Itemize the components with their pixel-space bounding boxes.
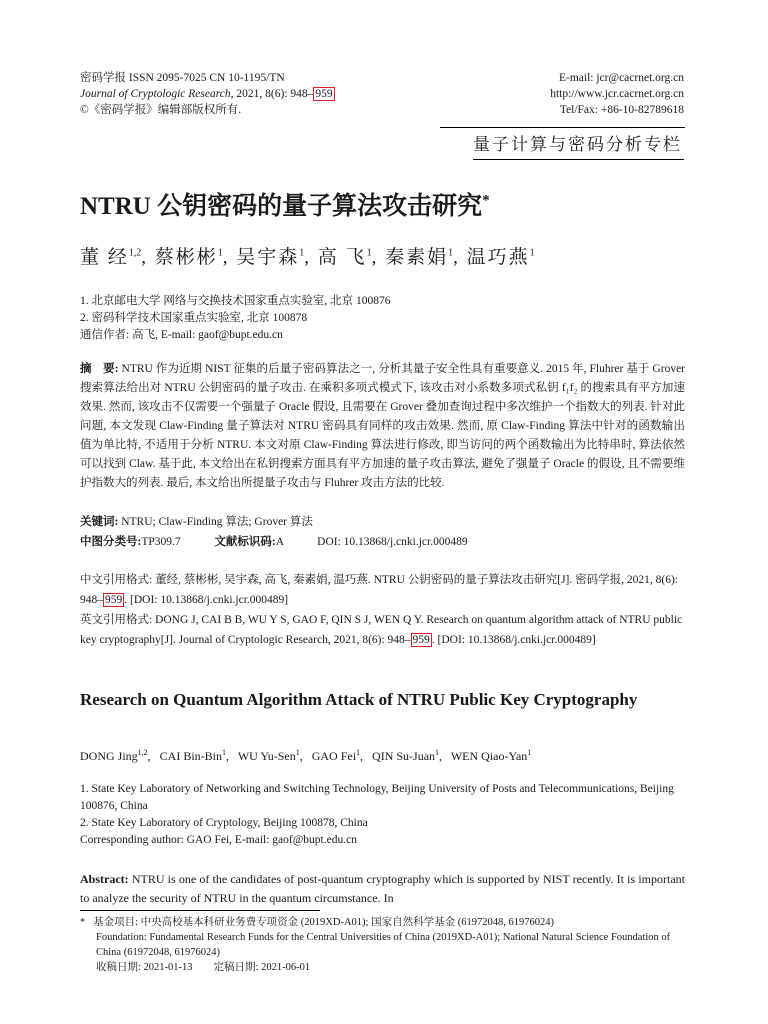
author-sup: 1 [222, 748, 227, 757]
citation-en-doi: . [DOI: 10.13868/j.cnki.jcr.000489] [431, 634, 596, 646]
abstract-text-cn: NTRU 作为近期 NIST 征集的后量子密码算法之一, 分析其量子安全性具有重要意义. 2015 年, Fluhrer 基于 Grover 搜索算法给出对 NTRU 公钥密码的量子攻击. 在乘积多项式模式下, 该攻击对小系数多项式私钥 f₁f₂ 的搜索具有平方加速效果. 然而, 该攻击不仅需要一个强量子 Oracle 假设, 且需要在 Grover 叠加查询过程中多次维护一个指数大的列表. 针对此问题, 本文发现 Claw-Finding 量子算法对 NTRU 密码具有同样的攻击效果. 然而, 原 Claw-Finding 算法中针对的函数输出值为单比特, 不适用于分析 NTRU. 本文对原 Claw-Finding 算法进行修改, 即当访问的两个函数输出为比特串时, 算法依然可以找到 Claw. 基于此, 本文给出在私钥搜索方面具有平方加速的量子攻击算法, 避免了强量子 Oracle 的假设, 且不需要维护指数大的列表. 最后, 本文给出所提量子攻击与 Fluhrer 攻击方法的比较. [80, 363, 685, 489]
author-sup: 1 [527, 748, 532, 757]
journal-header-right [550, 70, 684, 118]
author-sup: 1 [448, 247, 454, 259]
author-name: QIN Su-Juan [372, 749, 436, 763]
author-sup: 1 [299, 247, 305, 259]
funding-cn-line [80, 915, 690, 930]
author-sup: 1 [356, 748, 361, 757]
affiliation-line: 2. 密码科学技术国家重点实验室, 北京 100878 [80, 312, 308, 324]
clc-label: 中图分类号: [80, 536, 142, 548]
citation-block [80, 570, 685, 650]
author-name: 吴宇森 [236, 247, 300, 268]
affiliations-cn [80, 293, 391, 344]
copyright-line: ©《密码学报》编辑部版权所有. [80, 104, 242, 116]
citation-en-text: 英文引用格式: DONG J, CAI B B, WU Y S, GAO F, QIN S J, WEN Q Y. Research on quantum algorithm attack of NTRU public key cryptography[J]. Journal of Cryptologic Research, 2021, 8(6): 948– [80, 614, 683, 646]
paper-title-cn [80, 186, 490, 222]
received-dates: 收稿日期: 2021-01-13 定稿日期: 2021-06-01 [96, 962, 311, 973]
abstract-en [80, 870, 685, 908]
affiliation-line: 2. State Key Laboratory of Cryptology, Beijing 100878, China [80, 817, 368, 829]
doi: DOI: 10.13868/j.cnki.jcr.000489 [317, 536, 468, 548]
affiliation-line: 1. State Key Laboratory of Networking and Switching Technology, Beijing University of Posts and Telecommunications, Beijing 100876, China [80, 783, 674, 812]
author-sup: 1 [295, 748, 300, 757]
author-sup: 1 [217, 247, 223, 259]
citation-cn [80, 570, 685, 610]
authors-cn: 董 经$^{1,2}$, 蔡彬彬$^1$, 吴宇森$^1$, 高 飞$^1$, 秦素娟$^1$, 温巧燕$^1$ [80, 247, 535, 268]
journal-issn-line: 密码学报 ISSN 2095-7025 CN 10-1195/TN [80, 72, 285, 84]
doc-value: A [275, 536, 284, 548]
column-rule [440, 127, 685, 128]
keywords-value: NTRU; Claw-Finding 算法; Grover 算法 [121, 516, 313, 528]
author-sup: 1 [366, 247, 372, 259]
citation-cn-doi: . [DOI: 10.13868/j.cnki.jcr.000489] [124, 594, 289, 606]
affiliation-line: 1. 北京邮电大学 网络与交换技术国家重点实验室, 北京 100876 [80, 295, 391, 307]
journal-volume: , 2021, 8(6): 948– [230, 88, 314, 100]
author-sup: 1 [435, 748, 440, 757]
abstract-label-en: Abstract: [80, 872, 129, 886]
affiliations-en [80, 781, 685, 849]
journal-tel: Tel/Fax: +86-10-82789618 [559, 104, 684, 116]
clc-value: TP309.7 [141, 536, 181, 548]
classification-line [80, 532, 468, 552]
title-footnote-mark: * [482, 192, 490, 209]
page-link[interactable]: 959 [315, 88, 333, 100]
keywords-block [80, 512, 468, 552]
journal-name: Journal of Cryptologic Research [80, 88, 231, 100]
author-name: CAI Bin-Bin [159, 749, 223, 763]
author-name: 高 飞 [317, 247, 367, 268]
abstract-label-cn: 摘 要: [80, 363, 119, 375]
author-name: 蔡彬彬 [154, 247, 218, 268]
author-name: GAO Fei [311, 749, 357, 763]
journal-email: E-mail: jcr@cacrnet.org.cn [558, 72, 684, 84]
page-link[interactable]: 959 [412, 634, 430, 646]
journal-header-left [80, 70, 335, 118]
author-name: DONG Jing [80, 749, 138, 763]
funding-cn: 基金项目: 中央高校基本科研业务费专项资金 (2019XD-A01); 国家自然科学基金 (61972048, 61976024) [93, 917, 554, 928]
author-name: 董 经 [80, 247, 129, 268]
funding-en: Foundation: Fundamental Research Funds for the Central Universities of China (2019XD-A01); National Natural Science Foundation of China (61972048, 61976024) [96, 932, 671, 958]
footnote [80, 915, 690, 975]
author-sup: 1,2 [137, 748, 148, 757]
corresponding-author-cn: 通信作者: 高飞, E-mail: gaof@bupt.edu.cn [80, 329, 283, 341]
author-sup: 1 [529, 247, 535, 259]
page-link[interactable]: 959 [105, 594, 123, 606]
keywords-label: 关键词: [80, 516, 119, 528]
footnote-rule [80, 910, 320, 911]
authors-en: DONG Jing$^{1,2}$, CAI Bin-Bin$^1$, WU Yu-Sen$^1$, GAO Fei$^1$, QIN Su-Juan$^1$, WEN Qiao-Yan$^1$ [80, 748, 532, 763]
doc-label: 文献标识码: [214, 536, 276, 548]
paper-title-en: Research on Quantum Algorithm Attack of NTRU Public Key Cryptography [80, 690, 638, 709]
title-text: NTRU 公钥密码的量子算法攻击研究 [80, 193, 483, 220]
abstract-cn [80, 360, 685, 493]
column-tag: 量子计算与密码分析专栏 [473, 130, 684, 160]
keywords-line [80, 512, 468, 532]
abstract-text-en: NTRU is one of the candidates of post-quantum cryptography which is supported by NIST recently. It is important to analyze the security of NTRU in the quantum circumstance. In [80, 872, 686, 905]
journal-url: http://www.jcr.cacrnet.org.cn [550, 88, 684, 100]
author-sup: 1,2 [128, 247, 142, 259]
author-name: WEN Qiao-Yan [450, 749, 528, 763]
author-name: 温巧燕 [466, 247, 530, 268]
citation-en [80, 610, 685, 650]
journal-citation-line [80, 86, 335, 102]
citation-cn-text: 中文引用格式: 董经, 蔡彬彬, 吴宇森, 高飞, 秦素娟, 温巧燕. NTRU 公钥密码的量子算法攻击研究[J]. 密码学报, 2021, 8(6): 948– [80, 574, 678, 606]
corresponding-author-en: Corresponding author: GAO Fei, E-mail: gaof@bupt.edu.cn [80, 834, 357, 846]
author-name: 秦素娟 [385, 247, 449, 268]
footnote-mark: * [80, 917, 86, 928]
author-name: WU Yu-Sen [237, 749, 296, 763]
